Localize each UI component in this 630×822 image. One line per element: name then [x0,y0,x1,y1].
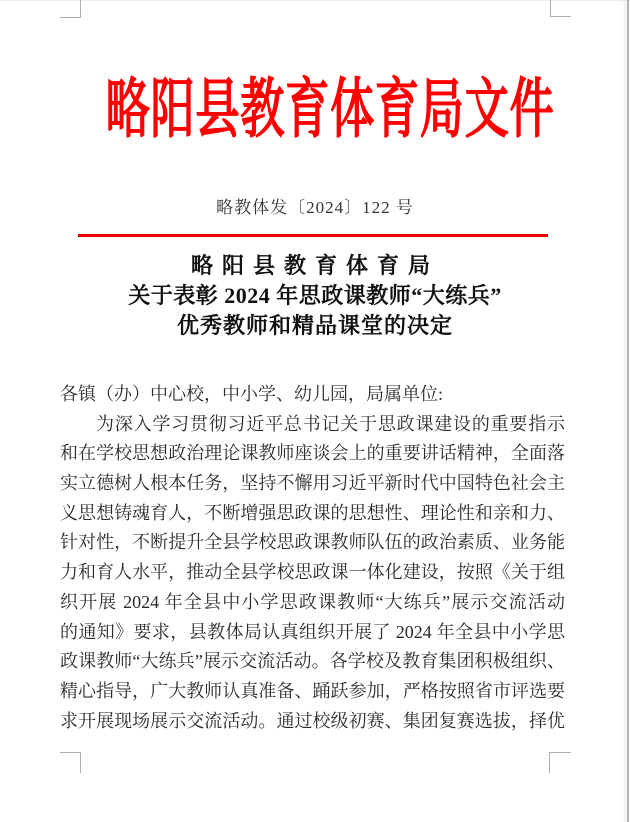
text-line: 为深入学习贯彻习近平总书记关于思政课建设的重要指示 [96,413,565,434]
text-line: 求开展现场展示交流活动。通过校级初赛、集团复赛选拔，择优 [60,710,565,731]
margin-mark-top-right [550,0,571,17]
title-line-subject-1: 关于表彰 2024 年思政课教师“大练兵” [128,283,502,308]
text-line: 织开展 2024 年全县中小学思政课教师“大练兵”展示交流活动 [60,591,565,612]
text-line: 针对性，不断提升全县学校思政课教师队伍的政治素质、业务能 [60,532,565,553]
text-line: 精心指导，广大教师认真准备、踊跃参加，严格按照省市评选要 [60,680,565,701]
agency-banner [0,74,630,146]
margin-mark-bottom-left [60,752,81,773]
title-line-agency: 略阳县教育体育局 [190,253,439,278]
margin-mark-bottom-right [549,752,571,773]
text-line: 的通知》要求，县教体局认真组织开展了 2024 年全县中小学思 [60,621,565,642]
title-line-subject-2: 优秀教师和精品课堂的决定 [176,313,453,338]
red-divider [78,234,548,237]
text-line: 政课教师“大练兵”展示交流活动。各学校及教育集团积极组织、 [60,651,565,672]
window-top-edge [0,0,630,1]
document-title [0,251,630,341]
text-line: 义思想铸魂育人，不断增强思政课的思想性、理论性和亲和力、 [60,502,565,523]
text-line: 和在学校思想政治理论课教师座谈会上的重要讲话精神，全面落 [60,443,565,464]
text-line: 实立德树人根本任务，坚持不懈用习近平新时代中国特色社会主 [60,473,565,494]
body-paragraph [60,380,565,736]
text-line: 力和育人水平，推动全县学校思政课一体化建设，按照《关于组 [60,562,565,583]
margin-mark-top-left [60,0,81,18]
salutation-line: 各镇（办）中心校，中小学、幼儿园，局属单位: [60,384,443,404]
agency-banner-text: 略阳县教育体育局文件 [105,74,555,146]
document-number: 略教体发〔2024〕122 号 [216,198,414,217]
